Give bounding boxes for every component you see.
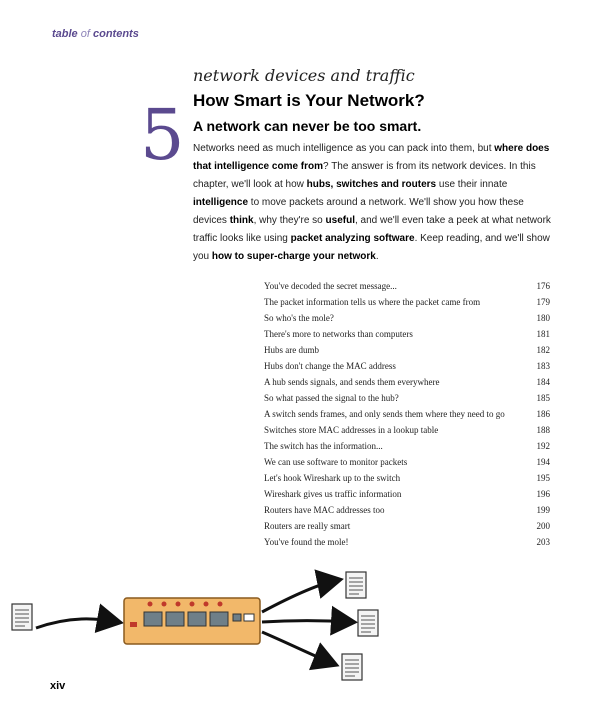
intro-bold: intelligence <box>193 197 249 208</box>
toc-entry-title: Hubs don't change the MAC address <box>264 361 396 371</box>
chapter-title: How Smart is Your Network? <box>193 91 425 110</box>
packet-document-icon <box>12 604 32 630</box>
toc-entry[interactable] <box>264 534 550 550</box>
toc-entry-page: 176 <box>536 281 550 291</box>
toc-entry-title: You've decoded the secret message... <box>264 281 397 291</box>
toc-entry-title: You've found the mole! <box>264 537 349 547</box>
intro-text: . <box>375 251 379 262</box>
toc-entry-title: A switch sends frames, and only sends them where they need to go <box>264 409 505 419</box>
toc-entry-title: Wireshark gives us traffic information <box>264 489 402 499</box>
toc-entry[interactable] <box>264 342 550 358</box>
intro-text: ? The answer is from its network devices. In this chapter, we'll look at how <box>193 161 536 190</box>
network-illustration <box>0 560 616 700</box>
toc-entry[interactable] <box>264 374 550 390</box>
toc-entry-page: 183 <box>536 361 550 371</box>
chapter-subtitle: A network can never be too smart. <box>193 118 422 134</box>
toc-entry-page: 184 <box>536 377 550 387</box>
toc-entry-title: Routers are really smart <box>264 521 351 531</box>
packet-document-icon <box>342 654 362 680</box>
header-part2: of <box>80 28 90 40</box>
toc-entry-title: So who's the mole? <box>264 313 334 323</box>
intro-bold: where does that intelligence come from <box>193 143 550 172</box>
toc-entry-title: Hubs are dumb <box>264 345 319 355</box>
toc-entry-page: 195 <box>536 473 550 483</box>
intro-bold: how to super-charge your network <box>211 251 376 262</box>
network-switch-icon <box>124 598 260 644</box>
chapter-number: 5 <box>140 94 185 176</box>
intro-bold: useful <box>325 215 355 226</box>
intro-bold: hubs, switches and routers <box>306 179 437 190</box>
toc-entry-title: We can use software to monitor packets <box>264 457 408 467</box>
packet-document-icon <box>346 572 366 598</box>
toc-entry-page: 181 <box>536 329 550 339</box>
intro-text: use their innate <box>436 179 508 190</box>
toc-entry-page: 194 <box>536 457 550 467</box>
intro-bold: think <box>229 215 254 226</box>
intro-text: , why they're so <box>253 215 326 226</box>
toc-entry-page: 179 <box>536 297 550 307</box>
toc-entry[interactable] <box>264 406 550 422</box>
toc-entry[interactable] <box>264 390 550 406</box>
toc-entry-page: 199 <box>536 505 550 515</box>
intro-bold: packet analyzing software <box>290 233 415 244</box>
page-number: xiv <box>50 680 66 692</box>
toc-entry[interactable] <box>264 470 550 486</box>
toc-entry[interactable] <box>264 518 550 534</box>
toc-entry-page: 203 <box>536 537 550 547</box>
toc-entry[interactable] <box>264 278 550 294</box>
running-header <box>52 28 139 40</box>
toc-entry-title: Switches store MAC addresses in a lookup table <box>264 425 439 435</box>
toc-entry[interactable] <box>264 486 550 502</box>
toc-entry-page: 180 <box>536 313 550 323</box>
toc-entry[interactable] <box>264 358 550 374</box>
toc-entry-title: The switch has the information... <box>264 441 383 451</box>
toc-entry-page: 196 <box>536 489 550 499</box>
toc-entry-page: 182 <box>536 345 550 355</box>
toc-entry[interactable] <box>264 422 550 438</box>
toc-entry[interactable] <box>264 502 550 518</box>
toc-entry-page: 192 <box>536 441 550 451</box>
toc-entry-title: The packet information tells us where the packet came from <box>264 297 481 307</box>
toc-entry-page: 186 <box>536 409 550 419</box>
toc-entry-title: Let's hook Wireshark up to the switch <box>264 473 401 483</box>
toc-entry[interactable] <box>264 310 550 326</box>
toc-entry[interactable] <box>264 454 550 470</box>
toc-entry[interactable] <box>264 438 550 454</box>
header-part3: contents <box>93 28 139 40</box>
intro-text: to move packets around a network. We'll show you how these devices <box>193 197 524 226</box>
toc-entry-page: 188 <box>536 425 550 435</box>
toc-entry[interactable] <box>264 294 550 310</box>
intro-text: Networks need as much intelligence as you can pack into them, but <box>193 143 495 154</box>
intro-text: , and we'll even take a peek at what network traffic looks like using <box>193 215 551 244</box>
chapter-intro <box>193 140 553 266</box>
packet-document-icon <box>358 610 378 636</box>
chapter-kicker: network devices and traffic <box>193 66 415 85</box>
toc-entry-page: 200 <box>536 521 550 531</box>
toc-entry-title: So what passed the signal to the hub? <box>264 393 399 403</box>
toc-entry-title: A hub sends signals, and sends them everywhere <box>264 377 440 387</box>
toc-entry-title: There's more to networks than computers <box>264 329 413 339</box>
header-part1: table <box>52 28 78 40</box>
toc-list <box>264 278 550 550</box>
toc-entry-page: 185 <box>536 393 550 403</box>
intro-text: . Keep reading, and we'll show you <box>193 233 550 262</box>
toc-entry-title: Routers have MAC addresses too <box>264 505 385 515</box>
toc-entry[interactable] <box>264 326 550 342</box>
